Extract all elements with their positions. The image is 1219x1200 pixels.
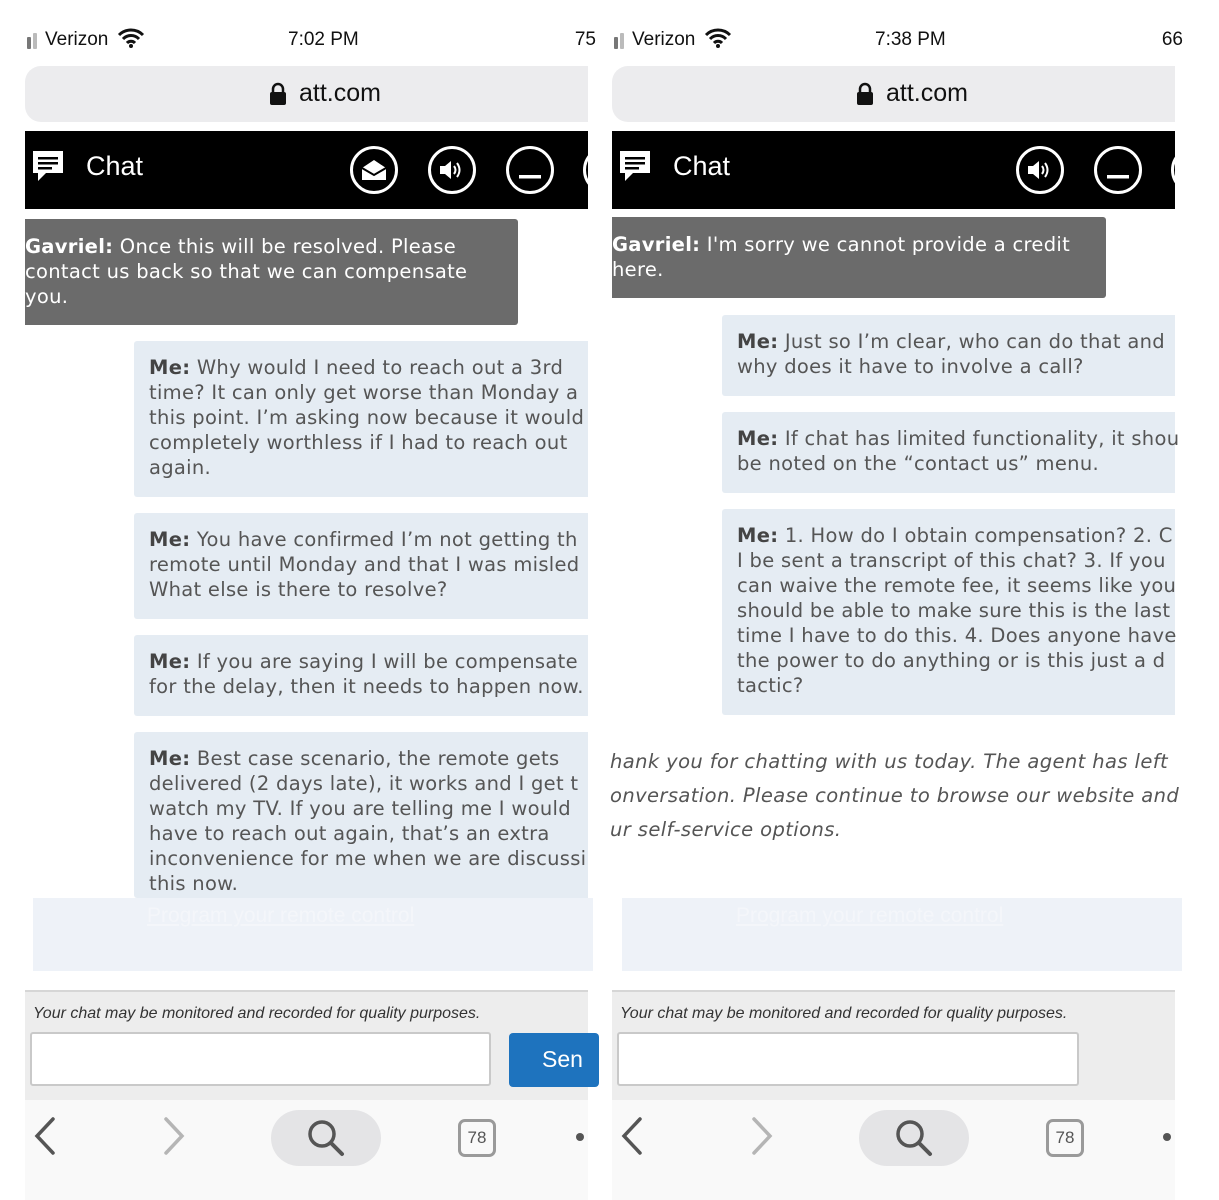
search-icon: [307, 1119, 345, 1157]
carrier-name: Verizon: [632, 29, 696, 50]
monitoring-notice: Your chat may be monitored and recorded for quality purposes.: [620, 1005, 1068, 1022]
user-message: Me: Just so I’m clear, who can do that and why does it have to involve a call?: [722, 315, 1175, 396]
monitoring-notice: Your chat may be monitored and recorded for quality purposes.: [33, 1005, 481, 1022]
left-phone-screenshot: [25, 0, 596, 1200]
search-icon: [895, 1119, 933, 1157]
back-arrow-icon: [33, 1116, 57, 1156]
search-button[interactable]: [859, 1110, 969, 1166]
battery-percent: 66: [1161, 29, 1183, 50]
user-message: Me: If chat has limited functionality, it shou be noted on the “contact us” menu.: [722, 412, 1175, 493]
sound-toggle-button[interactable]: [1016, 146, 1064, 194]
address-bar[interactable]: [612, 66, 1175, 122]
user-message: Me: If you are saying I will be compensate for the delay, then it needs to happen now.: [134, 635, 588, 716]
lock-icon: [269, 82, 287, 106]
status-bar: [612, 22, 1183, 58]
sound-toggle-button[interactable]: [428, 146, 476, 194]
email-transcript-button[interactable]: [350, 146, 398, 194]
chat-header: [25, 131, 588, 209]
carrier-name: Verizon: [45, 29, 109, 50]
chat-header: [612, 131, 1175, 209]
signal-icon: [27, 31, 41, 49]
status-bar: [25, 22, 596, 58]
suggestion-card: [33, 898, 593, 971]
close-chat-button[interactable]: [1171, 146, 1219, 194]
chat-bubble-icon: [32, 150, 64, 184]
wifi-icon: [705, 28, 731, 48]
agent-message: Gavriel: I'm sorry we cannot provide a credit here.: [612, 217, 1106, 298]
tabs-button[interactable]: 78: [1046, 1119, 1084, 1157]
clock-time: 7:02 PM: [288, 29, 359, 50]
more-icon[interactable]: [1163, 1133, 1171, 1141]
forward-button[interactable]: [750, 1116, 774, 1156]
minimize-chat-button[interactable]: [1094, 146, 1142, 194]
browser-toolbar: [25, 1100, 588, 1200]
program-remote-link[interactable]: Program your remote control: [736, 904, 1004, 927]
minimize-chat-button[interactable]: [506, 146, 554, 194]
back-button[interactable]: [33, 1116, 57, 1156]
suggestion-card: [622, 898, 1182, 971]
browser-toolbar: [612, 1100, 1175, 1200]
chat-bubble-icon: [619, 150, 651, 184]
lock-icon: [856, 82, 874, 106]
user-message: Me: Why would I need to reach out a 3rd time? It can only get worse than Monday a this point. I’m asking now because it would completely worthless if I had to reach out again.: [134, 341, 588, 497]
address-bar[interactable]: [25, 66, 588, 122]
url-text: att.com: [299, 79, 381, 107]
program-remote-link[interactable]: Program your remote control: [147, 904, 415, 927]
wifi-icon: [118, 28, 144, 48]
minimize-icon: [518, 158, 542, 182]
minimize-icon: [1106, 158, 1130, 182]
chat-ended-notice: hank you for chatting with us today. The agent has left onversation. Please continue to browse our website and ur self-service options.: [610, 750, 1180, 841]
chat-title: Chat: [86, 151, 144, 181]
forward-button[interactable]: [162, 1116, 186, 1156]
back-button[interactable]: [620, 1116, 644, 1156]
forward-arrow-icon: [750, 1116, 774, 1156]
url-text: att.com: [886, 79, 968, 107]
tabs-button[interactable]: 78: [458, 1119, 496, 1157]
email-transcript-icon: [361, 159, 387, 181]
agent-name: Gavriel:: [25, 235, 114, 258]
user-message: Me: You have confirmed I’m not getting th remote until Monday and that I was misled What else is there to resolve?: [134, 513, 588, 619]
back-arrow-icon: [620, 1116, 644, 1156]
chat-message-input[interactable]: [617, 1032, 1079, 1086]
chat-message-input[interactable]: [30, 1032, 491, 1086]
speaker-icon: [438, 158, 466, 182]
right-phone-screenshot: [610, 0, 1183, 1200]
search-button[interactable]: [271, 1110, 381, 1166]
chat-title: Chat: [673, 151, 731, 181]
user-message: Me: 1. How do I obtain compensation? 2. C I be sent a transcript of this chat? 3. If you can waive the remote fee, it seems like you should be able to make sure this is the last time I have to do this. 4. Does anyone have the power to do anything or is this just a d tactic?: [722, 509, 1175, 715]
agent-message: Gavriel: Once this will be resolved. Please contact us back so that we can compensate you.: [25, 219, 518, 325]
send-button[interactable]: Sen: [509, 1033, 599, 1087]
signal-icon: [614, 31, 628, 49]
clock-time: 7:38 PM: [875, 29, 946, 50]
user-message: Me: Best case scenario, the remote gets delivered (2 days late), it works and I get t watch my TV. If you are telling me I would have to reach out again, that’s an extra inconvenience for me when we are discussi this now.: [134, 732, 588, 898]
chat-input-area: [612, 990, 1175, 1100]
more-icon[interactable]: [576, 1133, 584, 1141]
chat-input-area: [25, 990, 588, 1100]
forward-arrow-icon: [162, 1116, 186, 1156]
agent-name: Gavriel:: [612, 233, 701, 256]
speaker-icon: [1026, 158, 1054, 182]
battery-percent: 75: [574, 29, 596, 50]
